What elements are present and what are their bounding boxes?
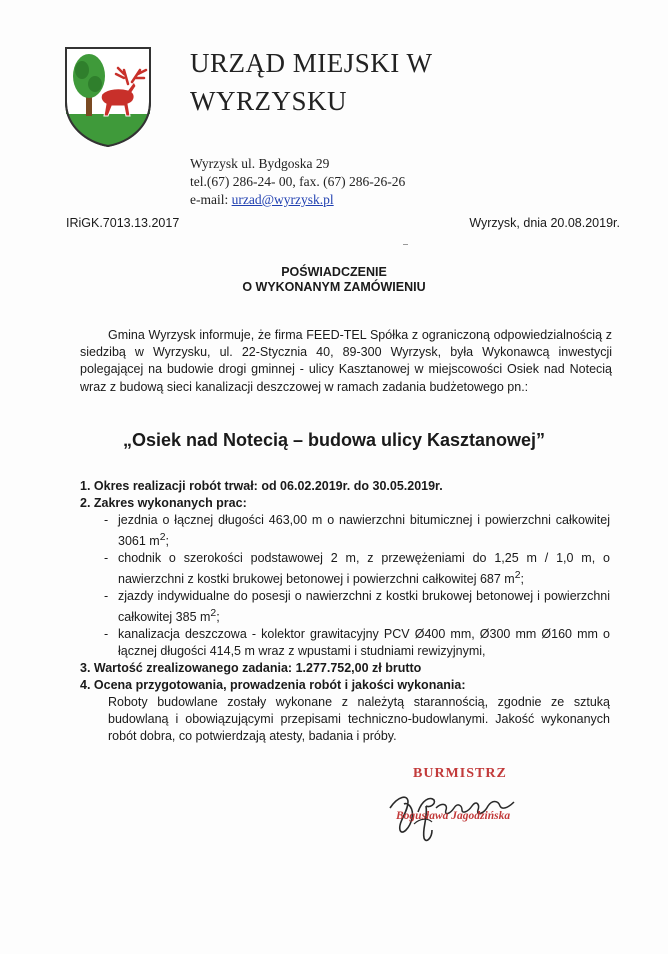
section-assessment: 4. Ocena przygotowania, prowadzenia robót i jakości wykonania: (80, 678, 466, 693)
list-item (80, 512, 610, 550)
project-name: „Osiek nad Notecią – budowa ulicy Kasztanowej” (122, 430, 546, 450)
email-line (190, 191, 405, 209)
document-title-line2: O WYKONANYM ZAMÓWIENIU (242, 280, 426, 294)
reference-number: IRiGK.7013.13.2017 (66, 216, 180, 230)
office-name (190, 44, 433, 120)
section-scope: 2. Zakres wykonanych prac: (80, 496, 247, 510)
details-list (80, 478, 610, 745)
list-item-end: ; (165, 534, 169, 549)
scope-list (80, 512, 610, 660)
list-item-text: kanalizacja deszczowa - kolektor grawitacyjny PCV Ø400 mm, Ø300 mm Ø160 mm o łącznej długości 414,5 m wraz z wpustami i studniami rewizyjnymi, (118, 627, 610, 659)
office-name-line1: URZĄD MIEJSKI W (190, 48, 433, 78)
list-item (80, 588, 610, 626)
document-title-line1: POŚWIADCZENIE (281, 265, 387, 279)
list-dash: - (104, 589, 109, 604)
scan-speck (403, 244, 408, 245)
section-value: 3. Wartość zrealizowanego zadania: 1.277.752,00 zł brutto (80, 661, 422, 676)
stamp-name: Bogusława Jagodzińska (396, 810, 511, 822)
list-dash: - (104, 551, 109, 566)
list-item-text: zjazdy indywidualne do posesji o nawierzchni z kostki brukowej betonowej i powierzchni całkowitej 385 m (118, 589, 610, 625)
list-dash: - (104, 627, 109, 642)
list-item (80, 626, 610, 660)
phone-fax: tel.(67) 286-24- 00, fax. (67) 286-26-26 (190, 174, 406, 189)
list-dash: - (104, 513, 109, 527)
list-item-end: ; (216, 610, 220, 625)
email-label: e-mail: (190, 192, 229, 207)
assessment-text: Roboty budowlane zostały wykonane z należytą starannością, zgodnie ze sztuką budowlaną i obowiązującymi przepisami techniczno-budowlanymi. Jakość wykonanych robót dobra, co potwierdzają atesty, badania i próby. (108, 695, 610, 744)
unit-exponent: 2 (210, 608, 217, 620)
unit-exponent: 2 (514, 570, 521, 582)
intro-paragraph (80, 327, 612, 396)
list-item-end: ; (520, 572, 524, 587)
contact-block (190, 155, 405, 209)
list-item-text: chodnik o szerokości podstawowej 2 m, z przewężeniami do 1,25 m / 1,0 m, o nawierzchni z kostki brukowej betonowej i powierzchni całkowitej 687 m (118, 551, 610, 587)
office-name-line2: WYRZYSKU (190, 86, 347, 116)
section-period: 1. Okres realizacji robót trwał: od 06.02.2019r. do 30.05.2019r. (80, 479, 443, 493)
email-link[interactable]: urzad@wyrzysk.pl (231, 192, 334, 207)
coat-of-arms-icon (62, 44, 154, 148)
document-date: Wyrzysk, dnia 20.08.2019r. (469, 216, 620, 230)
list-item-text: jezdnia o łącznej długości 463,00 m o nawierzchni bitumicznej i powierzchni całkowitej 3061 m (118, 513, 610, 549)
intro-text: Gmina Wyrzysk informuje, że firma FEED-TEL Spółka z ograniczoną odpowiedzialnością z siedzibą w Wyrzysku, ul. 22-Stycznia 40, 89-300 Wyrzysk, była Wykonawcą inwestycji polegającej na budowie drogi gminnej - ulicy Kasztanowej w miejscowości Osiek nad Notecią wraz z budową sieci kanalizacji deszczowej w ramach zadania budżetowego pn.: (80, 328, 612, 394)
unit-exponent: 2 (159, 532, 166, 543)
street-address: Wyrzysk ul. Bydgoska 29 (190, 156, 330, 171)
stamp-title: BURMISTRZ (413, 766, 507, 781)
list-item (80, 550, 610, 588)
